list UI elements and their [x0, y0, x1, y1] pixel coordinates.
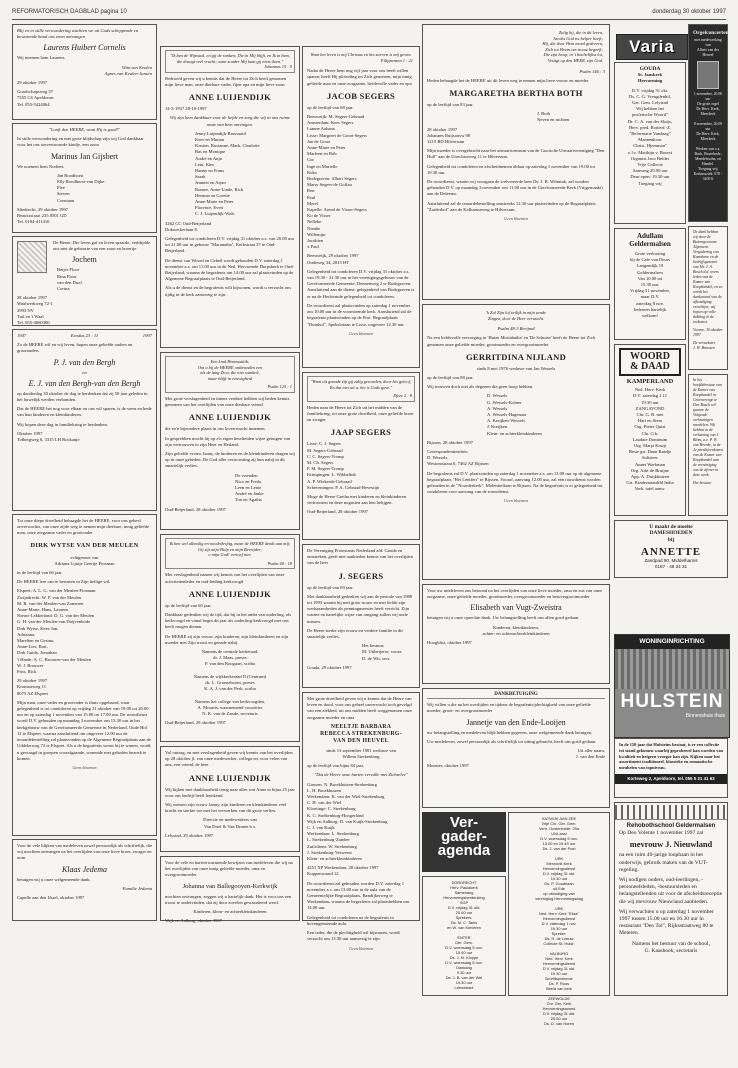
- dirk-sig: Geen bloemen: [72, 764, 97, 770]
- dirk-intro: Tot onze diepe droefheid behaagde het de HEERE, voor ons geheel onverwachts, van onze zijde weg te nemen mijn dierbare, innig geliefde man, onze zorgzame vader en grootvader: [17, 518, 150, 536]
- jacob-intro: Nadat de Heere hem nog vijf jaar voor ons heeft willen sparen, heeft Hij plotseling tot Zich genomen, mijn innig geliefde man en onze zorgzame, liefdevolle vader en opa: [307, 68, 412, 86]
- jsegers-intro: De Vereniging Protestants Nederland afd. Gouda en omstreken, geeft met aanbieden kennis van het overlijden van de heer: [307, 548, 413, 566]
- vergadering-col-2: [508, 812, 610, 1026]
- margaretha-age: op de leeftijd van 83 jaar.: [427, 101, 474, 107]
- anne2-quote-ref: Psalm 125 : 1: [267, 384, 292, 390]
- laurens-name: Laurens Huibert Cornelis: [43, 43, 126, 53]
- dirk-family: Elspeet: A. L. G. van der Meulen-Prosman Zwijndrecht: W. P. van der Meulen M. B. van der Meulen-van Zomeren Anne-Marie, Hans, Laurens Nieuw-Lekkerland: D. G. van der Meulen G. H. van der Meulen-van Duijvenbode Dirk Wytse, Kees-Jan, Adrianna, Marelten en Gesina, Anne-Lies, Bart, Dirk Guido, Jonathan 't Harde: A. C. Brouwer-van der Meulen W. J. Brouwer Frits, Rick: [17, 588, 96, 675]
- ad-jochem: [12, 236, 157, 326]
- hulstein-sub: Binnenshuis thuis: [685, 713, 725, 719]
- dirk-sub: echtgenoot van Adriana Lijntje Geertje Prosman: [54, 554, 115, 566]
- anne2-quote-text: Een kind Hemmatiith; Om u bij de HEERE ontbranden een als de lang Zion, die niet wankelt, maar blijft in eeuwigheid: [197, 359, 263, 381]
- klaas-intro: Voor de vele blijken van medeleven zowel persoonlijk als schriftelijk, die wij mochten ontvangen na het overlijden van onze lieve broer, zwager en oom: [17, 843, 153, 861]
- anne1-text4: Als u de dienst en de begrafenis wilt bijwonen, wordt u verzocht om tijdig in de kerk aanwezig te zijn.: [165, 285, 291, 297]
- ad-elisabeth: [422, 584, 610, 684]
- woord-daad-sub: KAMPERLAND: [626, 378, 674, 385]
- varia-logo: [616, 34, 688, 60]
- anne4-intro: Vol ontzag, en met verslagenheid geven wij kennis van het overlijden op 28 oktober jl. van onze medewerker, collega en, voor velen van ons, een vriend, de heer: [165, 750, 293, 768]
- neeltje-age: op de leeftijd van bijna 84 jaar.: [307, 763, 365, 769]
- hulstein-top: WONINGINRICHTING: [615, 635, 729, 649]
- margaretha-text2: Gelegenheid tot condoleren en afscheidnemen aldaar op zaterdag 1 november van 19.00 tot 19.30 uur.: [427, 163, 595, 175]
- ad-hulstein-text: [614, 738, 728, 798]
- margaretha-intro: Heden behaagde het de HEERE uit dit leven weg te nemen mijn lieve vrouw en moeder: [427, 77, 589, 83]
- anne2-intro: Met grote verslagenheid en intens verdriet hebben wij heden kennis genomen van het overlijden van onze dierbare vriend: [165, 395, 290, 408]
- ad-anne-3: [160, 534, 300, 742]
- orgel-text: 1 november, 20.00 uur De grote orgel De Herv. Kerk, Meerkerk 8 november, 20.00 uur De Herv. Kerk, Meerkerk Werken van o.a. Bach, Buxtehude, Mendelssohn, en Handel. Toegang vrij Kerkmuziek: 070 - 3450 6: [693, 92, 723, 181]
- orgel-sub: met medewerking van Albert van der Heuvel: [694, 38, 722, 57]
- johanna-place: Wijk en Aalburg, oktober 1997: [165, 918, 223, 924]
- klaas-text: betuigen wij u onze welgemeende dank.: [17, 876, 91, 882]
- jaap-text: Moge de Heere Gretha met kinderen en kleinkinderen vertroosten en deze nogasten aan hen belijgen.: [307, 494, 407, 506]
- marinus-quote: "Looft den HEERE, want Hij is goed!": [48, 127, 121, 132]
- annette-addr: Zandpad 90, Middelharnis 0187 - 48 24 31: [644, 558, 698, 570]
- jacob-text2: De rouwdienst zal plaatsvinden op zaterdag 1 november om 10.00 uur in de voornoemde kerk. Aansluitend zal de begrafenis plaatsvinden op de Prot. Begraafplaats "Duinhof", Speksloiaan te Lisse, ongeveer 12.30 uur.: [307, 302, 412, 327]
- jaap-place: Oud-Beijerland, 28 oktober 1997: [307, 509, 368, 515]
- hulstein-addr: Korteweg 2, Apeldoorn, tel. 055 5 21 41 63: [615, 774, 727, 784]
- neeltje-text: "Dat de Heere onze harten vervulle met Zichzelve": [314, 772, 408, 778]
- anne1-name: ANNE LUIJENDIJK: [188, 92, 272, 103]
- hulstein-name: HULSTEIN: [620, 691, 724, 712]
- ad-jannetje: [422, 688, 610, 808]
- anne4-text: Wij kijken met dankbaarheid terug naar alles wat Anne in bijna 25 jaar voor ons bedrijf heeft betekend.: [165, 786, 295, 798]
- anne1-family: Jenny Luijendijk-Brussaard Kees en Marian Kirsten, Rosianne, Mark, Charlotte Bas en Monique André en Anja Leni, Kim Hanny en Frans Sarah Jeannet en Arjan Romee, Anne-Linde, Rick Herman en Corette Anne-Marie en Peter Florence, Evert C. J. Luijendijk-Wols: [195, 130, 260, 217]
- jsegers-place: Gouda, 29 oktober 1997: [307, 664, 352, 670]
- jannetje-name: Jannetje van den Ende-Looijen: [466, 717, 566, 727]
- wedding-intro: Zo de HEERE wil en wij leven, hopen onze geliefde ouders en grootouders: [17, 342, 133, 354]
- jacob-quote-text: Want het leven is mij Christus en het sterven is mij gewin.: [310, 52, 412, 57]
- jannetje-text2: Uw medeleven, zowel persoonlijk als schriftelijk tot uiting gebracht, heeft ons goed gedaan.: [427, 738, 597, 744]
- dank2-sign: Het bestuur: [693, 481, 712, 485]
- ad-anne-4: [160, 746, 300, 852]
- anne2-text2: In gesprekken mocht hij op z'n eigen bescheiden wijze getuigen van zijn vertrouwen in zijn Heer en Heiland.: [165, 435, 291, 447]
- vergaderagenda-title: Ver- gader- agenda: [437, 814, 491, 859]
- anne4-text2: Wij wensen zijn vrouw Janny, zijn kinderen en kleinkinderen veel kracht en sterkte toe met het verwerken van dit grote verlies.: [165, 802, 287, 814]
- vergadering-col-1: [422, 876, 506, 996]
- header-left: REFORMATORISCH DAGBLAD pagina 10: [12, 9, 127, 15]
- klaas-name: Klaas Jedema: [61, 864, 108, 874]
- jaap-quote-ref: Efeze 2 : 8: [393, 393, 412, 399]
- ad-gouda: [614, 62, 686, 224]
- laurens-address: Graafschapsweg 57 7555 CS Apeldoorn Tel. 055-5424064: [17, 89, 54, 107]
- gerritdina-name: GERRITDINA NIJLAND: [465, 351, 567, 362]
- wedding-year1: 1947: [17, 333, 27, 338]
- wedding-name2: E. J. van den Bergh-van den Bergh: [28, 378, 141, 388]
- ad-marinus: [12, 123, 157, 233]
- ad-klaas: [12, 839, 157, 921]
- jochem-intro: De Heere, Die leven gaf en leven spaarde, verblijdde ons met de geboorte van een zoon en broertje: [53, 240, 151, 252]
- jacob-name: JACOB SEGERS: [326, 90, 396, 101]
- anne3-intro: Met verslagenheid namen wij kennis van het overlijden van onze activiteitenleder en oud-leiding kerkvoogd: [165, 572, 285, 584]
- jaap-name: JAAP SEGERS: [330, 427, 392, 438]
- wedding-en: en: [82, 369, 87, 375]
- vergadering-col2-text: KATWIJK AAN ZEE Vrije Chr. Ger. Gem. Verh. Oosterholdtr. 29a UNI-zaal D.V. woensdag 5 nov. 15.00 en 19.45 uur Ds. J. van der Poel URK Mennonit-Kerk Hervormingsdienst D.V. vrijdag 31 okt. 19.30 uur Ds. P. Goudriaan uit Ede op uitnodiging van vereniging Hervormingsdag URK Ned. Herv. Kerk "Eliza" Hervormingsdienst D.V. zaterdag 1 nov. 19.30 uur Spreker: Ds. H. de Leeuw Collecte St. Huldr. VALBURG Ned. Herv. Kerk Hervormingsdienst D.V. vrijdag 31 okt. 19.30 uur Schriftsprekend: Ds. P. Roos Beeld van kerk ZEEWOLDE Chr. Ger. Kerk Hervormingsavond D.V. vrijdag 31 okt. 20.00 uur Ds. D. van Horen: [535, 816, 583, 1026]
- neeltje-text2: De rouwdienst zal gehouden worden D.V. zaterdag 1 november a.s. om 13.00 uur in de aula van de Gemeentelijke Begraafplaats, Bandijkerweg te Werkendam, waarna de begrafenis zal plaatshebben om 14.00 uur.: [307, 880, 410, 911]
- gerritdina-age: op de leeftijd van 88 jaar.: [427, 375, 474, 380]
- ad-gerritdina: [422, 304, 610, 580]
- vergadering-col1-text: DORDRECHT Herv. Paulakerk Samenang Hervormingsherdenking SGP D.V. vrijdag 31 okt. 20.00 uur Sprekers: Ds. M. C. Tanis en W. van Kleveren ENTER Ger. Gem. D.V. woensdag 5 nov. 15.00 uur Ds. J. M. Kloppe D.V. woensdag 5 nov. Dankdag 9.30 uur Ds. J. B. van der Wel 19.30 uur Leeuwhaut: [443, 880, 485, 990]
- anne4-sign: Directie en medewerkers van Van Driel & Van Druten b.v.: [203, 817, 257, 829]
- jacob-quote: [307, 50, 415, 65]
- gerritdina-sig: Geen bloemen: [503, 498, 529, 504]
- jsegers-text: Met dankbaarheid gedenken wij aan de periode van 1989 tot 1993 waarin hij met grote trouw en met liefde zijn werkzaamheden als penningmeester heeft verricht. Zijn warme en hartelijke wijze van omgang zullen wij node missen.: [307, 593, 413, 624]
- anne1-text2: Gelegenheid tot condoleren D.V. vrijdag 31 oktober a.s. van 20.00 uur tot 21.00 uur in gebouw "Maranatha", Kerkstraat 37 te Oud-Beijerland.: [165, 236, 295, 254]
- laurens-intro: Blij en in stille verwondering wachten we uit Gods scheppende en bewarende hand ons zoon ontvangen: [17, 28, 139, 40]
- margaretha-name: MARGARETHA BERTHA BOTH: [449, 87, 583, 98]
- anne2-family: De vrienden Nico en Freda Leen en Lenie André en Janke Ton en Agatha: [235, 472, 264, 503]
- ad-margaretha: [422, 24, 610, 300]
- margaretha-quote-ref: Psalm 146 : 3: [579, 68, 605, 74]
- ad-hulstein-banner: [614, 634, 730, 738]
- anne4-name: ANNE LUIJENDIJK: [188, 772, 272, 783]
- anne2-name: ANNE LUIJENDIJK: [188, 412, 272, 423]
- jochem-date: 28 oktober 1997 Waalwerkweg 72-1 2993 NV Tuil en 't Waal Tel. 055-4660300: [17, 295, 53, 326]
- margaretha-sig: Geen bloemen: [503, 216, 529, 222]
- ad-woord-daad: [614, 344, 686, 516]
- anne3-age: op de leeftijd van 60 jaar.: [165, 602, 212, 608]
- anne3-quote-text: Ik ben wel allmalig en noodrikrijtig, maar de HEERE denkt aan mij; Gij zijt mijn Hulp en mijn Bevrijder; o mijn God! vertoef niet.: [169, 541, 291, 558]
- jacob-sig: Geen bloemen: [348, 330, 374, 336]
- rehoboth-text4: Wij verwachten u op zaterdag 1 november 1997 tussen 15.00 uur en 16.30 uur in restaurant "Den Tol", Rijksstraatweg 80 te Meteren.: [619, 908, 714, 937]
- gerritdina-sub: sinds 8 mei 1976 weduwe van Jan Wessels: [476, 365, 556, 371]
- gerritdina-text: Wij trouwen doch niet als degenen die geen hoop hebben.: [427, 384, 534, 390]
- rehoboth-text2: na een ruim 40-jarige loopbaan in het onderwijs, gebruik maken van de VUT-regeling.: [619, 852, 708, 873]
- johanna-intro: Voor de vele en hartverwarmende bewijzen van medeleven die wij na het overlijden van onze innig geliefde moeder, oma en overgrootmoeder: [165, 860, 293, 878]
- margaretha-date: 28 oktober 1997 Johannes Ruijsonsw 90 1215 BD Hilversum: [427, 126, 471, 144]
- elisabeth-text: betuigen wij u onze oprechte dank. Uw belangstelling heeft ons allen goed gedaan.: [427, 615, 580, 621]
- ad-johanna: [160, 856, 300, 924]
- anne1-text: Wij zijn hem dankbaar voor de liefde en zorg die wij in ons ruime mate van hem ontvingen.: [169, 115, 291, 127]
- jaap-intro: Heden nam de Heere tot Zich uit het midden van de familiekring, tot onze grote droefheid, onze geliefde broer en zwager: [307, 404, 414, 423]
- jannetje-title: DANKBETUIGING: [427, 692, 605, 699]
- anne3-sign: Namens de centrale kerkeraad, dr. J. Maas, preses P. van den Boogaart, scriba Namens de wijkkerkeraad II (Centrum) ds. L. Groeneboom, preses K. A. J. van der Perk, scriba Namens het college van kerkvoogden, A. Mourits, waarnemend voorzitter N. K. van de Zande, secretaris: [193, 649, 267, 717]
- laurens-wenoemen: Wij noemen hem Laurens.: [17, 55, 66, 61]
- anne3-quote: [165, 538, 295, 569]
- jsegers-name: J. SEGERS: [338, 570, 384, 581]
- johanna-text: mochten ontvangen, zeggen wij u hartelijk dank. Het is voor ons een troost te ondervinden, dat zij door zovelen gewaardeerd werd.: [165, 893, 292, 905]
- school-illustration: [615, 805, 727, 820]
- wedding-year2: 1997: [142, 333, 152, 338]
- header-right: donderdag 30 oktober 1997: [652, 9, 726, 15]
- anne3-name: ANNE LUIJENDIJK: [188, 588, 272, 599]
- wedding-text: op donderdag 30 oktober de dag te herdenken dat zij 50 jaar geleden in het huwelijk werden verbonden.: [17, 390, 148, 403]
- varia-title: Varia: [629, 37, 675, 56]
- jochem-name: Jochem: [72, 255, 97, 265]
- woord-daad-title: WOORD & DAAD: [619, 348, 681, 376]
- page-header: [12, 7, 726, 20]
- gerritdina-corr: Correspondentieadres: D. Wessels, Westomstraat 6, 7462 AZ Rijssen: [427, 449, 489, 467]
- anne1-quote: [165, 50, 295, 73]
- ad-laurens: [12, 24, 157, 120]
- hulstein-text: In de 150 jaar dat Hulsteins bestaat, is er een collectie tot stand gekomen waarbij geprobeerd kan worden van kwaliteit en hetgeen vroeger kan zijn. Kijken naar het assortiment traditioneel, klassieke en romantische meubelen van topniveau.: [619, 742, 723, 771]
- ad-jacob: [302, 46, 420, 368]
- jacob-text: Gelegenheid tot condoleren D.V. vrijdag 31 oktober a.s. van 19.30 - 21.30 uur in het verenigingsgebouw van de Gereformeerde Gemeente, Dennenweg 2 te Bodegraven. Aansluitend aan de dienst: gelegenheid van Bodegraven is er na de Herformde gelegenheid tot condoleren.: [307, 268, 415, 299]
- marinus-parents: Jan Roodhorst Elly Roodhorst-van Dijke Flee Steven Constaan: [57, 172, 105, 203]
- gerritdina-intro: Na een liefdevolle verzorging in 'Huize Moriabatha' en 'De Schutse' heeft de Heere tot Zich genomen onze geliefde moeder, grootmoeder en overgrootmoeder: [427, 335, 596, 347]
- gouda-title: GOUDA: [639, 66, 661, 72]
- elisabeth-place: Hoogblist, oktober 1997: [427, 640, 472, 646]
- marinus-place: Sliedrecht, 29 oktober 1997 Beatrixstraat 235 8501 GD Tel. 0184-411410: [17, 206, 69, 225]
- margaretha-quote: Zalig hij, die in dit leven, Jacobs God tot helper heeft; Hij, die door Hem moed gedreven, Zich tot Heem om troost begeeft; Die zijn hoop, in 't hachelijkst lot, Vestigt op den HEER, zijn God.: [542, 30, 603, 63]
- dank1-sign: De verstekster J. W. Hanssen: [693, 341, 716, 350]
- anne3-text: Dankbaar gedenken wij de tijd, dat hij in het ambt van ouderling, als kerkvoogd en vanaf begin dit jaar als ouderling-kerkvoogd met ons heeft mogen dienen.: [165, 611, 292, 630]
- jacob-family: Beesweijk: M. Segers-Gebraad Amsterdam: Kees Segers Lianne Aalsma Lisse: Margreet de Groot-Segers Jan de Groot Anne-Marie en Peter Marleen en Bob Cor Inge en Marielle Roko Bodegraven: Albert Segers Marry Segers-de Goffau Ren Paul Merel Kapelle: Arend de Visser-Segers Ko de Visser Nelleke Nienke Willemijn Jacobien ± Paul: [307, 114, 367, 250]
- ad-anne-2: [160, 352, 300, 530]
- jacob-place: Beesweijk, 29 oktober 1997 Oudeweg 34, 2815 HT: [307, 253, 359, 265]
- johanna-name: Johanna van Ballegooyen-Kerkwijk: [182, 882, 278, 890]
- jannetje-text: uw belangstelling en medeleven blijk hebben gegeven, onze welgemeende dank betuigen.: [427, 729, 593, 735]
- wedding-place: Oktober 1997 Tolbergweg 6, 3315 LH Rockanje: [17, 430, 80, 443]
- gerritdina-place: Rijssen, 28 oktober 1997: [427, 439, 473, 445]
- jacob-quote-ref: Filippenzen 1 : 21: [380, 57, 413, 63]
- rehoboth-sign: Namens het bestuur van de school, G. Kaashoek, secretaris: [632, 940, 710, 954]
- ad-dank-1: [688, 226, 728, 370]
- anne4-place: Lelystad, 29 oktober 1997: [165, 832, 214, 838]
- rehoboth-name: mevrouw J. Nieuwland: [629, 840, 713, 850]
- rehoboth-text1: Op Deo Volente 1 november 1997 zal: [619, 830, 704, 837]
- elisabeth-family: Kinderen, kleinkinderen, achter- en achterachterkleinkinderen: [482, 624, 550, 636]
- anne1-dates: 14-3-1937 28-10-1997: [165, 106, 207, 112]
- neeltje-sig: Geen bloemen: [348, 945, 374, 951]
- anne1-quote-ref: Johannes 15 : 5: [264, 64, 292, 70]
- margaretha-text: Mijn moeder is overgebracht naar het uitvaartcentrum van de Gooische Uitvaartvereniging "Den Hull" aan de Utrechtseweg 11 te Hilversum.: [427, 148, 605, 160]
- neeltje-name: NEELTJE BARBARA REBECCA STREKENBURG- VAN DEN HEUVEL: [320, 723, 402, 744]
- ad-dirk: [12, 514, 157, 836]
- orgel-title: Orgelconcerten: [693, 30, 729, 36]
- anne2-place: Oud-Beijerland, 28 oktober 1997: [165, 506, 226, 512]
- woord-daad-text: Ned. Herv. Kerk D.V. zaterdag 1.11 19.30 uur ZANGAVOND Chr. G. B. met Hart en Stem Org. Pieter Quist Chr. G.k. Laudate Dominum Org. Marja Kruijt Beste grt. Daan Raadje Solisten: Annet Werkman Org. Adri de Bruijne App. A. Duijkhuizen Grt. Kindermiatdfld India Verk. tafel aanw.: [626, 387, 674, 492]
- gouda-text: D.V. vrijdag 31 okt. Ds. C. G. Vreugdenhil, Ger. Gem. Lelystad Wij hebben het profetische Woord" Dr. C. A. van der Sluijs, Herv. pred. Rotterd.-Z. "Reformatie Vandaag" Mannenkoor Christ. Hjemman" o.l.v. Marthijn v. Boorst Organist Jaco Belder Vrije Collecte Aanvang 20.00 uur Deur open: 19.30 uur Toegang vrij: [627, 87, 673, 186]
- anne1-address: 3262 CC Oud-Beijerland Dokwerkerlaan 8: [165, 220, 212, 232]
- margaretha-text4: Aansluitend zal de teraardebestelling omstreeks 12.30 uur plaatsvinden op de Begraafplaats "Zuiderhof" aan de Kolhamseweg te Hilversum.: [427, 200, 596, 212]
- klaas-place: Capelle aan den IJssel, oktober 1997: [17, 895, 85, 901]
- anne1-intro: Bedroefd geven wij u kennis dat de Heere tot Zich heeft genomen mijn lieve man, onze dierbare vader, fijne opa en mijn lieve zoon: [165, 75, 287, 87]
- annette-name: ANNETTE: [640, 546, 702, 559]
- ad-jaap: [302, 372, 420, 540]
- anne2-quote: [165, 356, 295, 393]
- klaas-family: Familie Jedema: [122, 885, 152, 891]
- ad-annette: [614, 520, 728, 578]
- jaap-family: Lisse: C. J. Segers M. Segers-Gebraad C. C. Segers-Tromp M. Ch. Segers P. M. Segers-Tromp Krimpingen: L. Wibbelink A. P. Wiekerde-Gebraad Scheveningen: P. A. Gebraad-Bevestijn: [307, 441, 380, 490]
- jaap-quote: [307, 376, 415, 402]
- gouda-sub: St. Janskerk Hervorming: [637, 72, 663, 84]
- ad-neeltje: [302, 692, 420, 951]
- jochem-parents: Beijer Floor Rina Floor van den Dool Corina: [57, 267, 82, 292]
- jannetje-intro: Wij willen u die na het overlijden en tijdens de begrafenis/plechtigheid van onze geliefde moeder, groot- en overgrootmoeder: [427, 702, 591, 714]
- ad-rehoboth: [614, 802, 728, 996]
- dank2-text: In het hoofdsbestuur van de Kamer van Koophandel in Groenerenge te Den Bosch wil gaarne de Volgende verkiezingen meedelen: Wij hebben in de verkiezing van J. Blom, a.e. P. W. van Heerde, in de 2e persbijeenkomst van de Kamer van Koophandel aan de vernietiging van de afvoer in deze week.: [693, 378, 723, 477]
- jsegers-sign: Het bestuur: M. Uitbeijerse, voorz. D. de Wit, secr.: [362, 643, 403, 661]
- jannetje-family: Uit aller naam, J. van den Ende: [575, 748, 605, 760]
- neeltje-intro: Met grote droefheid geven wij u kennis dat de Heere van leven en dood, voor ons geheel onverwacht toch gevolgd van een ziekbed, uit ons midden heeft weggenomen onze zorgzame moeder en oma: [307, 696, 412, 720]
- jacob-age: op de leeftijd van 68 jaar.: [307, 104, 354, 110]
- marinus-noemen: We noemen hem Norbert.: [17, 163, 65, 169]
- ad-orgel: [688, 24, 728, 222]
- ad-jsegers: [302, 544, 420, 688]
- dank1-place: Voorne, 30 oktober 1997: [693, 328, 723, 337]
- laurens-date: 29 oktober 1997: [17, 80, 48, 86]
- jsegers-text2: De Heere sterke zijn vrouw en verdere familie in dit smartelijk verlies.: [307, 627, 403, 640]
- adullam-title: Adullam Geldermalsen: [629, 232, 671, 248]
- anne1-quote-text: "Ik ben de Wijnstok, en gij de ranken; Die in Mij blijft, en Ik in hem, die draagt veel vrucht; want zonder Mij kunt gij niets doen.": [170, 53, 290, 64]
- margaretha-family: J. Both Neven en nichten: [537, 111, 570, 123]
- gerritdina-quote: 'k Zal Zijn lof zeilijk in mijn zende Zingen, door de Heer verwacht.: [486, 310, 546, 321]
- ad-dank-2: [688, 374, 728, 516]
- anne3-quote-ref: Psalm 40 : 18: [267, 560, 292, 566]
- neeltje-text3: Gelegenheid tot condoleren na de begrafenis in bovengenoemde aula.: [307, 914, 394, 926]
- wedding-text2: Dat de HEERE het nog voor elkaar en ons wil sparen, is de wens en bede van hun kinderen en kleinkinderen.: [17, 406, 152, 418]
- margaretha-text3: De rouwdienst, waarin wij voorgaan de welvereerde heer Ds. J. B. Wilmink, zal worden gehouden D.V. op maandag 3 november om 11.00 uur in de Gereformeerde Kerk (Vrijgemaakt) aan de Deleeuw.: [427, 179, 603, 197]
- anne3-place: Oud-Beijerland, 29 oktober 1997: [165, 720, 226, 726]
- neeltje-sub: sinds 13 september 1981 weduwe van Willem Strekenburg: [326, 747, 396, 760]
- wedding-verse: Exodus 23 : 11: [70, 333, 99, 338]
- adullam-text: Grote verlooting bij de Cafe van Deurs Langendijk 19 Geldermalsen Van 10.00 tot 15.30 uur. Vrijdag 31 november, maar D.V. zaterdag 8 nov. Iedereen hartelijk welkom!: [629, 251, 671, 319]
- johanna-family: Kinderen, klein- en achterkleinkinderen: [193, 909, 267, 915]
- rehoboth-title: Rehobothschool Geldermalsen: [626, 823, 716, 829]
- gerritdina-text2: De begrafenis zal D.V. plaatsvinden op zaterdag 1 november a.s. om 13.00 uur op de algemene begraafplaats "Het Lentfert" te Rijssen. Vooraf, aanvang 12.00 uur, zal een rouwdienst worden gehouden in de "Noorderkerk", Molenhoflaan te Rijssen. Na de begrafenis is er gelegenheid tot condoleren voor aanvang van de rouwdienst.: [427, 470, 603, 495]
- neeltje-text4: Een ieder, die de plechtigheid wil bijwonen, wordt verzocht om 13.30 uur aanwezig te zijn.: [307, 930, 400, 942]
- gerritdina-family: D. Wessels G. Wessels-Kolner A. Wessels A. Wessels-Hagenaar A. Kreijken-Wessels J. Kreijken Klein- en achterkleinkinderen: [487, 393, 542, 436]
- anne1-text3: De dienst van Woord en Gebed wordt gehouden D.V. zaterdag 1 november a.s. om 11.00 uur in de Ned. Hervormde Dorpskerk te Oud-Beijerland, waarna de begrafenis om 14.00 uur zal plaatsvinden op de Algemene Begraafplaats te Oud-Beijerland.: [165, 257, 295, 282]
- marinus-intro: In stille verwondering en met grote blijdschap zijn wij God dankbaar voor het ons toevertrouwde kindje, een zoon: [17, 136, 144, 148]
- vergaderagenda-logo: [422, 812, 506, 872]
- dirk-name: DIRK WYTSE VAN DER MEULEN: [30, 541, 139, 549]
- jannetje-place: Monster, oktober 1997: [427, 763, 469, 769]
- marinus-name: Marinus Jan Gijsbert: [50, 151, 119, 161]
- anne3-text2: De HEERE zij zijn vrouw, zijn kinderen, zijn kleinkinderen en zijn moeder met Zijn troost en genade nabij.: [165, 633, 289, 645]
- neeltje-place: 4251 XP Werkendam, 28 oktober 1997 Koppenwaard 12: [307, 865, 379, 877]
- jsegers-age: op de leeftijd van 69 jaar.: [307, 584, 354, 590]
- ad-adullam: [614, 228, 686, 340]
- laurens-parents: Wim van Keulen Agnes van Keulen-Jansen: [104, 64, 152, 76]
- wedding-years: [17, 333, 152, 339]
- annette-text: U maakt de moeite DAMESHOEDEN bij: [649, 524, 693, 543]
- ad-wedding: [12, 329, 157, 511]
- dirk-rest: Mijn man, onze vader en grootvader is thuis opgebaard, waar gelegenheid is tot condoleren op vrijdag 31 oktober van 19.00 tot 20.00 uur en op zaterdag 1 november van 15.00 tot 17.00 uur. De rouwdienst wordt D.V. gehouden op maandag 3 november om 13.30 uur in het kerkgebouw van de Gereformeerde Gemeente in Nederland, Oude Hol 12 te Elspeet, waarna aansluitend om ongeveer 12.00 uur de teraardebestelling zal plaatsvinden op de Algemene Begraafplaats aan de Uddelerweg 72 te Elspeet. Als u de begrafenis wenst bij te wonen, wordt u gevraagd in groepen voorafgaande, wonende met geboden bezoek te komen.: [17, 699, 151, 761]
- elisabeth-intro: Voor uw medeleven ons betoond na het overlijden van onze lieve moeder, oma en zus van onze zorgzame, onze geliefde moeder, grootmoeder, overgrootmoeder en betovergrootmoeder: [427, 588, 603, 600]
- rehoboth-text3: Wij nodigen ouders, oud-leerlingen, -personeelsleden, -bestuursleden en belangstellenden uit voor de afscheidsreceptie die wij mevrouw Nieuwland aanbieden.: [619, 877, 723, 905]
- jaap-quote-text: "Want uit genade zijt gij zalig geworden, door het geloof; En dat niet uit u, het is Gods gave.": [310, 379, 412, 390]
- wedding-text3: Wij hopen deze dag in familiekring te herdenken.: [17, 421, 108, 427]
- dirk-age: in de leeftijd van 66 jaar.: [17, 570, 63, 576]
- organist-photo: [697, 61, 719, 89]
- wedding-name1: P. J. van den Bergh: [53, 357, 116, 367]
- neeltje-family: Giessen: N. Broekhuizen-Strekenburg L. H. Broekhuizen Werkendam: K. van der Wiel-Strekenburg C. H. van der Wiel Klootinge: C. Strekenburg K. C. Strekenburg-Hoogerland Wijk en Aalburg: D. van Kuijk-Strekenburg C. J. van Kuijk Werkendam: L. Strekenburg L. Strekenburg-Zandee Zuilichem: W. Strekenburg J. Strekenburg-Verweest Klein- en achterkleinkinderen: [307, 781, 388, 862]
- elisabeth-name: Elisabeth van Vugt-Zweistra: [470, 603, 562, 613]
- baby-illustration: [17, 241, 47, 273]
- dirk-faith: De HEERE lere ons te berusten in Zijn heilige wil.: [17, 579, 111, 585]
- dank1-text: De dank hebben wij door de Buitengewoone Algemene Vergadering van Kamdomo en de bedrijfsgenoten van Mr. J. A. Bosch d.d. overs leden van de Kamer van Koophandel; en zo wordt het dankwoord van de afkondiging verschijnt; wij hopen op volle dekking in de toekomst.: [693, 230, 723, 324]
- dirk-date: 29 oktober 1997 Kromsteweg 11 8075 AZ Elspeet: [17, 678, 48, 696]
- anne2-text: die zo'n bijzondere plaats in ons leven mocht innemen.: [165, 426, 266, 432]
- anne2-text3: Zijn geliefde vrouw Janny, de kinderen en de kleinkinderen dragen wij op in onze gebeden. De God aller vertroosting zij hun nabij in dit smartelijk verlies.: [165, 450, 295, 469]
- ad-anne-1: [160, 46, 300, 348]
- hulstein-photo: [615, 649, 729, 689]
- gerritdina-quote-ref: Psalm 48:3 Berijmd: [497, 326, 535, 332]
